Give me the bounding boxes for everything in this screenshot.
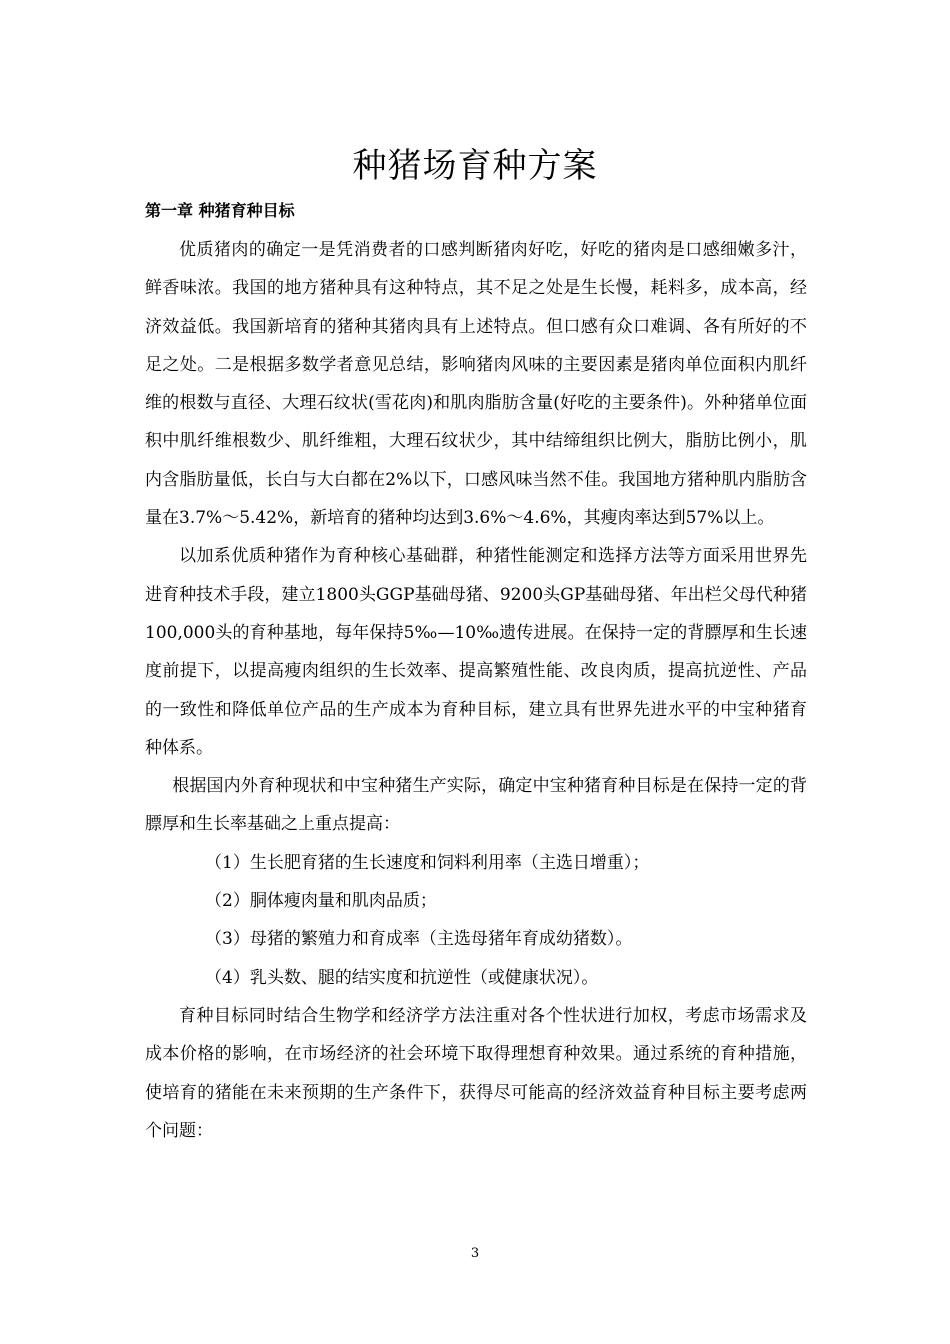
chapter-heading: 第一章 种猪育种目标	[145, 201, 295, 220]
list-item: （3）母猪的繁殖力和育成率（主选母猪年育成幼猪数）。	[205, 929, 633, 950]
paragraph-closing: 育种目标同时结合生物学和经济学方法注重对各个性状进行加权，考虑市场需求及成本价格的影响，在市场经济的社会环境下取得理想育种效果。通过系统的育种措施，使培育的猪能在未来预期的生产条件下，获得尽可能高的经济效益育种目标主要考虑两个问题：	[145, 1005, 807, 1141]
paragraph-breeding-base: 以加系优质种猪作为育种核心基础群，种猪性能测定和选择方法等方面采用世界先进育种技术手段，建立1800头GGP基础母猪、9200头GP基础母猪、年出栏父母代种猪100,000头的育种基地，每年保持5‰—10‰遗传进展。在保持一定的背膘厚和生长速度前提下，以提高瘦肉组织的生长效率、提高繁殖性能、改良肉质，提高抗逆性、产品的一致性和降低单位产品的生产成本为育种目标，建立具有世界先进水平的中宝种猪育种体系。	[145, 546, 807, 758]
document-title: 种猪场育种方案	[352, 146, 598, 186]
list-item: （4）乳头数、腿的结实度和抗逆性（或健康状况）。	[205, 967, 599, 988]
paragraph-pork-quality: 优质猪肉的确定一是凭消费者的口感判断猪肉好吃，好吃的猪肉是口感细嫩多汁，鲜香味浓。我国的地方猪种具有这种特点，其不足之处是生长慢，耗料多，成本高，经济效益低。我国新培育的猪种其猪肉具有上述特点。但口感有众口难调、各有所好的不足之处。二是根据多数学者意见总结，影响猪肉风味的主要因素是猪肉单位面积内肌纤维的根数与直径、大理石纹状(雪花肉)和肌肉脂肪含量(好吃的主要条件)。外种猪单位面积中肌纤维根数少、肌纤维粗，大理石纹状少，其中结缔组织比例大，脂肪比例小，肌内含脂肪量低，长白与大白都在2%以下，口感风味当然不佳。我国地方猪种肌内脂肪含量在3.7%～5.42%，新培育的猪种均达到3.6%～4.6%，其瘦肉率达到57%以上。	[145, 240, 807, 529]
list-item: （2）胴体瘦肉量和肌肉品质；	[205, 891, 437, 912]
page-number: 3	[470, 1246, 480, 1261]
document-body	[145, 231, 807, 1150]
paragraph-breeding-goal: 根据国内外育种现状和中宝种猪生产实际，确定中宝种猪育种目标是在保持一定的背膘厚和生长率基础之上重点提高：	[145, 776, 807, 835]
list-item: （1）生长肥育猪的生长速度和饲料利用率（主选日增重）；	[205, 852, 650, 873]
